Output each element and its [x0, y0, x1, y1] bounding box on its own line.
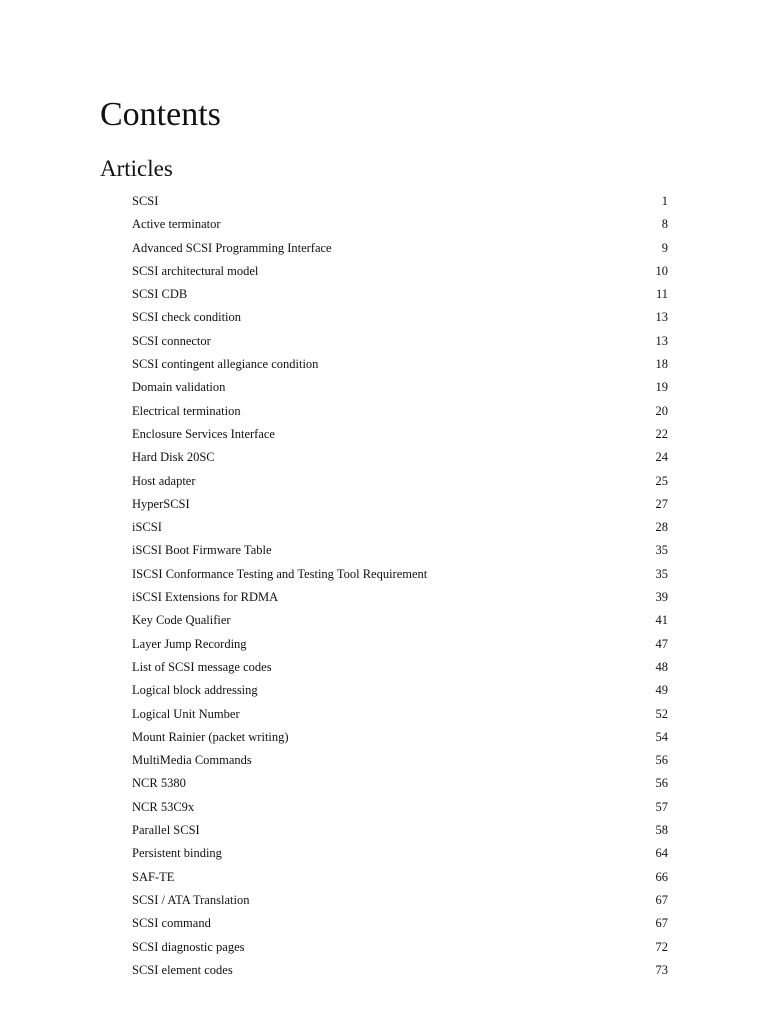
toc-entry[interactable] [132, 423, 668, 446]
toc-entry[interactable] [132, 260, 668, 283]
toc-entry-title: SCSI [132, 194, 159, 208]
toc-entry-title: SCSI architectural model [132, 263, 259, 278]
toc-entry-title: SCSI connector [132, 333, 211, 348]
toc-entry-page-number: 41 [655, 613, 668, 628]
toc-entry[interactable] [132, 330, 668, 353]
toc-entry[interactable] [132, 563, 668, 586]
toc-entry[interactable] [132, 213, 668, 236]
toc-entry[interactable] [132, 376, 668, 399]
toc-entry-page-number: 56 [655, 776, 668, 791]
toc-entry-title: NCR 53C9x [132, 799, 195, 814]
toc-entry[interactable] [132, 633, 668, 656]
toc-entry-title: List of SCSI message codes [132, 659, 272, 674]
toc-entry[interactable] [132, 703, 668, 726]
toc-entry[interactable] [132, 493, 668, 516]
toc-entry-title: MultiMedia Commands [132, 753, 252, 768]
toc-entry[interactable] [132, 353, 668, 376]
toc-entry-page-number: 52 [655, 706, 668, 721]
toc-entry-page-number: 28 [655, 520, 668, 535]
toc-entry[interactable] [132, 283, 668, 306]
toc-entry-title: Key Code Qualifier [132, 613, 231, 628]
toc-entry-page-number: 18 [655, 357, 668, 372]
toc-entry[interactable] [132, 656, 668, 679]
toc-entry-title: iSCSI [132, 520, 162, 535]
toc-entry-title: NCR 5380 [132, 776, 186, 791]
toc-entry[interactable] [132, 912, 668, 935]
toc-entry-page-number: 56 [655, 753, 668, 768]
toc-entry-page-number: 49 [655, 683, 668, 698]
toc-entry-title: Parallel SCSI [132, 823, 200, 838]
toc-entry-page-number: 73 [655, 962, 668, 977]
toc-entry-title: iSCSI Extensions for RDMA [132, 590, 279, 605]
toc-entry-page-number: 57 [655, 799, 668, 814]
toc-entry-page-number: 8 [661, 217, 668, 232]
table-of-contents [132, 190, 668, 982]
toc-entry[interactable] [132, 889, 668, 912]
toc-entry[interactable] [132, 819, 668, 842]
toc-entry-page-number: 54 [655, 729, 668, 744]
toc-entry-title: Active terminator [132, 217, 221, 232]
toc-entry-title: SCSI CDB [132, 287, 188, 302]
toc-entry-title: Electrical termination [132, 403, 241, 418]
toc-entry-title: SCSI / ATA Translation [132, 892, 250, 907]
toc-entry-page-number: 66 [655, 869, 668, 884]
toc-entry-page-number: 11 [655, 287, 668, 302]
toc-entry[interactable] [132, 866, 668, 889]
toc-entry-title: SAF-TE [132, 869, 175, 884]
toc-entry[interactable] [132, 516, 668, 539]
toc-entry-title: Enclosure Services Interface [132, 426, 275, 441]
toc-entry-page-number: 9 [661, 240, 668, 255]
toc-entry-title: Host adapter [132, 473, 196, 488]
page-title: Contents [100, 96, 221, 133]
toc-entry[interactable] [132, 190, 668, 213]
toc-entry[interactable] [132, 749, 668, 772]
toc-entry-page-number: 72 [655, 939, 668, 954]
toc-entry[interactable] [132, 959, 668, 982]
toc-entry[interactable] [132, 470, 668, 493]
toc-entry-title: SCSI check condition [132, 310, 242, 325]
toc-entry-title: Logical Unit Number [132, 706, 240, 721]
toc-entry-title: ISCSI Conformance Testing and Testing Tool Requirement [132, 566, 428, 581]
toc-entry-page-number: 58 [655, 823, 668, 838]
toc-entry[interactable] [132, 237, 668, 260]
toc-entry-title: Advanced SCSI Programming Interface [132, 240, 332, 255]
toc-entry[interactable] [132, 772, 668, 795]
toc-entry-title: Logical block addressing [132, 683, 258, 698]
toc-entry-page-number: 20 [655, 403, 668, 418]
toc-entry[interactable] [132, 679, 668, 702]
toc-entry-title: Domain validation [132, 380, 226, 395]
toc-entry[interactable] [132, 306, 668, 329]
toc-entry-title: SCSI contingent allegiance condition [132, 357, 319, 372]
toc-entry-page-number: 27 [655, 496, 668, 511]
toc-entry[interactable] [132, 842, 668, 865]
toc-entry-title: iSCSI Boot Firmware Table [132, 543, 272, 558]
section-heading: Articles [100, 156, 173, 181]
toc-entry-page-number: 39 [655, 590, 668, 605]
toc-entry-page-number: 24 [655, 450, 668, 465]
toc-entry-page-number: 35 [655, 566, 668, 581]
toc-entry[interactable] [132, 796, 668, 819]
toc-entry[interactable] [132, 936, 668, 959]
toc-entry[interactable] [132, 400, 668, 423]
toc-entry[interactable] [132, 609, 668, 632]
toc-entry-title: SCSI command [132, 916, 211, 931]
toc-entry-title: Mount Rainier (packet writing) [132, 729, 289, 744]
toc-entry-page-number: 67 [655, 916, 668, 931]
toc-entry-title: SCSI diagnostic pages [132, 939, 245, 954]
toc-entry-title: Persistent binding [132, 846, 222, 861]
toc-entry-page-number: 1 [661, 194, 668, 208]
toc-entry-page-number: 13 [655, 333, 668, 348]
toc-entry-page-number: 19 [655, 380, 668, 395]
toc-entry-title: SCSI element codes [132, 962, 233, 977]
toc-entry-page-number: 35 [655, 543, 668, 558]
toc-entry-title: Layer Jump Recording [132, 636, 247, 651]
toc-entry-page-number: 22 [655, 426, 668, 441]
toc-entry-page-number: 47 [655, 636, 668, 651]
toc-entry-page-number: 48 [655, 659, 668, 674]
toc-entry-page-number: 25 [655, 473, 668, 488]
toc-entry-page-number: 67 [655, 892, 668, 907]
toc-entry[interactable] [132, 586, 668, 609]
toc-entry[interactable] [132, 446, 668, 469]
toc-entry[interactable] [132, 539, 668, 562]
toc-entry-title: Hard Disk 20SC [132, 450, 215, 465]
toc-entry[interactable] [132, 726, 668, 749]
toc-entry-page-number: 64 [655, 846, 668, 861]
toc-entry-page-number: 10 [655, 263, 668, 278]
toc-entry-page-number: 13 [655, 310, 668, 325]
toc-entry-title: HyperSCSI [132, 496, 190, 511]
